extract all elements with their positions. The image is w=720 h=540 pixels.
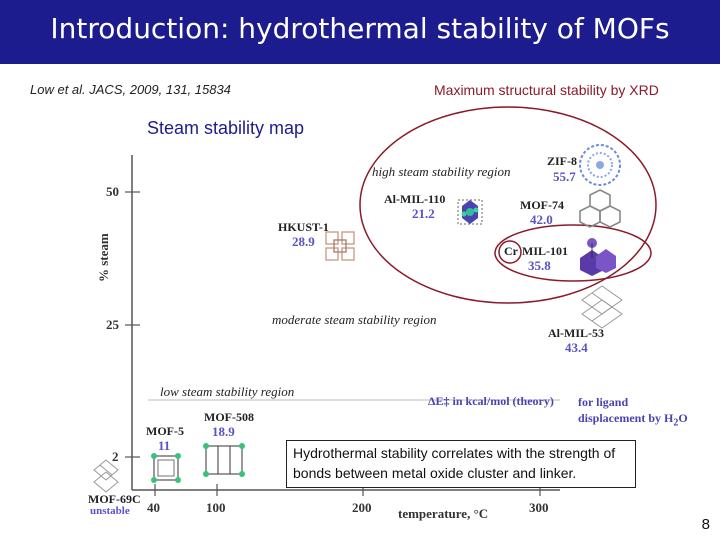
zif8-name: ZIF-8 <box>547 154 577 168</box>
mof74-structure-icon <box>580 190 620 227</box>
ligand-note-subscript: 2 <box>673 417 679 429</box>
almil110-name: Al-MIL-110 <box>384 192 446 206</box>
mof508-name: MOF-508 <box>204 410 254 424</box>
mof5-name: MOF-5 <box>146 424 184 438</box>
ligand-note-line2-end: O <box>678 411 688 425</box>
mof5-structure-icon <box>151 453 181 483</box>
zif8-structure-icon <box>580 145 620 185</box>
mof74-value: 42.0 <box>530 212 553 227</box>
mil101-structure-icon <box>580 238 616 276</box>
hkust1-name: HKUST-1 <box>278 220 329 234</box>
crmil101-name: MIL-101 <box>522 244 568 258</box>
ligand-note-line2: displacement by H <box>578 411 674 425</box>
theory-note: ΔE‡ in kcal/mol (theory) <box>428 394 554 408</box>
zif8-value: 55.7 <box>553 169 576 184</box>
x-axis-label: temperature, °C <box>398 506 489 521</box>
mof508-value: 18.9 <box>212 424 235 439</box>
slide-title: Introduction: hydrothermal stability of MOFs <box>50 12 670 45</box>
mof5-value: 11 <box>158 438 171 453</box>
high-region-label: high steam stability region <box>372 164 511 179</box>
almil110-value: 21.2 <box>412 206 435 221</box>
almil53-value: 43.4 <box>565 340 588 355</box>
mof69c-value: unstable <box>90 505 130 517</box>
almil110-structure-icon <box>458 200 482 224</box>
crmil101-metal: Cr <box>504 244 518 258</box>
hkust1-value: 28.9 <box>292 234 315 249</box>
mof69c-name: MOF-69C <box>88 492 141 506</box>
almil53-structure-icon <box>582 286 622 328</box>
ligand-note-line1: for ligand <box>578 395 629 409</box>
y-axis-label: % steam <box>96 233 111 282</box>
y-tick-label-50: 50 <box>106 184 119 199</box>
x-tick-label-100: 100 <box>206 500 226 515</box>
hkust1-structure-icon <box>326 232 354 260</box>
low-region-label: low steam stability region <box>160 384 295 399</box>
moderate-region-label: moderate steam stability region <box>272 312 437 327</box>
x-tick-label-300: 300 <box>529 500 549 515</box>
ligand-note <box>578 394 688 431</box>
almil53-name: Al-MIL-53 <box>548 326 604 340</box>
mof74-name: MOF-74 <box>520 198 564 212</box>
y-tick-label-25: 25 <box>106 317 119 332</box>
y-tick-label-2: 2 <box>112 449 119 464</box>
map-title: Steam stability map <box>147 118 305 138</box>
citation: Low et al. JACS, 2009, 131, 15834 <box>30 82 231 97</box>
x-tick-label-200: 200 <box>352 500 372 515</box>
info-box: Hydrothermal stability correlates with the strength of bonds between metal oxide cluster and linker. <box>286 440 636 488</box>
mof508-structure-icon <box>203 443 245 477</box>
crmil101-value: 35.8 <box>528 258 551 273</box>
page-number: 8 <box>701 516 710 533</box>
mil101-ellipse <box>495 225 651 281</box>
xrd-note: Maximum structural stability by XRD <box>434 82 659 98</box>
x-tick-label-40: 40 <box>147 500 160 515</box>
